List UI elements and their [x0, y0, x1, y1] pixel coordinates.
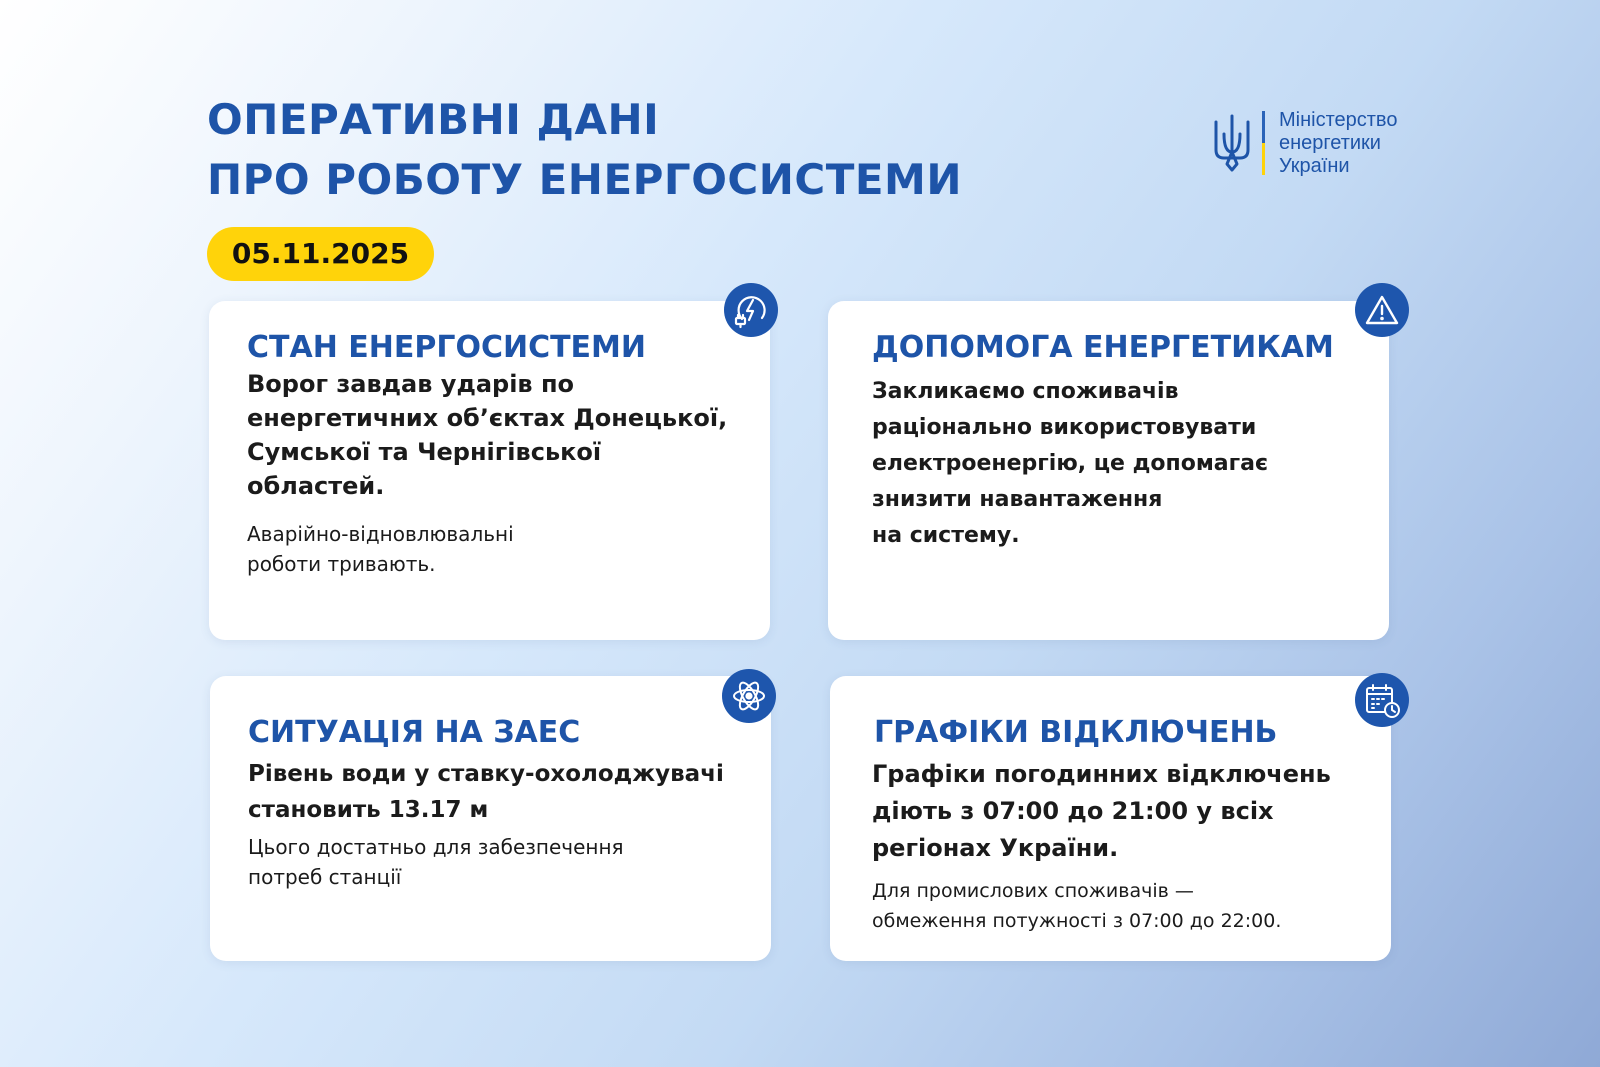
card-main-line: Ворог завдав ударів по — [247, 370, 575, 398]
ministry-name-line-3: України — [1279, 154, 1350, 177]
card-main-line: діють з 07:00 до 21:00 у всіх — [872, 797, 1274, 825]
card-sub-line: Цього достатньо для забезпечення — [248, 835, 624, 859]
warning-icon — [1363, 291, 1401, 329]
card-sub-line: роботи тривають. — [247, 552, 436, 576]
card-title: ДОПОМОГА ЕНЕРГЕТИКАМ — [872, 330, 1334, 365]
card-main-text — [247, 367, 727, 503]
calendar-clock-icon-badge — [1355, 673, 1409, 727]
card-main-text — [248, 756, 724, 828]
card-sub-text — [248, 832, 624, 892]
card-title: ГРАФІКИ ВІДКЛЮЧЕНЬ — [874, 715, 1278, 750]
card-main-line: регіонах України. — [872, 834, 1119, 862]
date-badge: 05.11.2025 — [207, 227, 434, 281]
card-title: СИТУАЦІЯ НА ЗАЕС — [248, 715, 581, 750]
card-title: СТАН ЕНЕРГОСИСТЕМИ — [247, 330, 647, 365]
trident-icon — [1212, 112, 1252, 174]
card-main-text — [872, 756, 1331, 867]
card-main-line: областей. — [247, 472, 385, 500]
card-sub-line: Аварійно-відновлювальні — [247, 522, 514, 546]
card-main-line: становить 13.17 м — [248, 797, 489, 823]
card-main-line: знизити навантаження — [872, 487, 1163, 512]
card-sub-line: Для промислових споживачів — — [872, 880, 1194, 902]
page-title-line-2: ПРО РОБОТУ ЕНЕРГОСИСТЕМИ — [207, 155, 962, 204]
warning-icon-badge — [1355, 283, 1409, 337]
card-sub-line: потреб станції — [248, 865, 402, 889]
card-energy-system-status — [209, 301, 770, 640]
ministry-name-line-1: Міністерство — [1279, 108, 1398, 131]
calendar-clock-icon — [1363, 681, 1401, 719]
card-sub-text — [247, 519, 514, 579]
card-main-line: Сумської та Чернігівської — [247, 438, 602, 466]
ministry-name — [1279, 109, 1397, 178]
card-main-text — [872, 374, 1268, 554]
atom-icon-badge — [722, 669, 776, 723]
page-title-line-1: ОПЕРАТИВНІ ДАНІ — [207, 95, 660, 144]
card-sub-text — [872, 876, 1281, 936]
card-zaporizhzhia-npp — [210, 676, 771, 961]
card-main-line: Закликаємо споживачів — [872, 379, 1179, 404]
atom-icon — [730, 677, 768, 715]
card-main-line: Рівень води у ставку-охолоджувачі — [248, 761, 724, 787]
card-sub-line: обмеження потужності з 07:00 до 22:00. — [872, 910, 1282, 932]
card-main-line: Графіки погодинних відключень — [872, 760, 1331, 788]
card-main-line: на систему. — [872, 523, 1020, 548]
ministry-name-line-2: енергетики — [1279, 131, 1381, 154]
energy-plug-icon-badge — [724, 283, 778, 337]
card-outage-schedules — [830, 676, 1391, 961]
page-title — [207, 90, 962, 210]
ministry-logo — [1212, 108, 1397, 178]
card-main-line: енергетичних об’єктах Донецької, — [247, 404, 728, 432]
card-main-line: раціонально використовувати — [872, 415, 1257, 440]
card-main-line: електроенергію, це допомагає — [872, 451, 1269, 476]
ministry-divider — [1262, 111, 1265, 175]
energy-plug-icon — [732, 291, 770, 329]
card-help-energy-workers — [828, 301, 1389, 640]
